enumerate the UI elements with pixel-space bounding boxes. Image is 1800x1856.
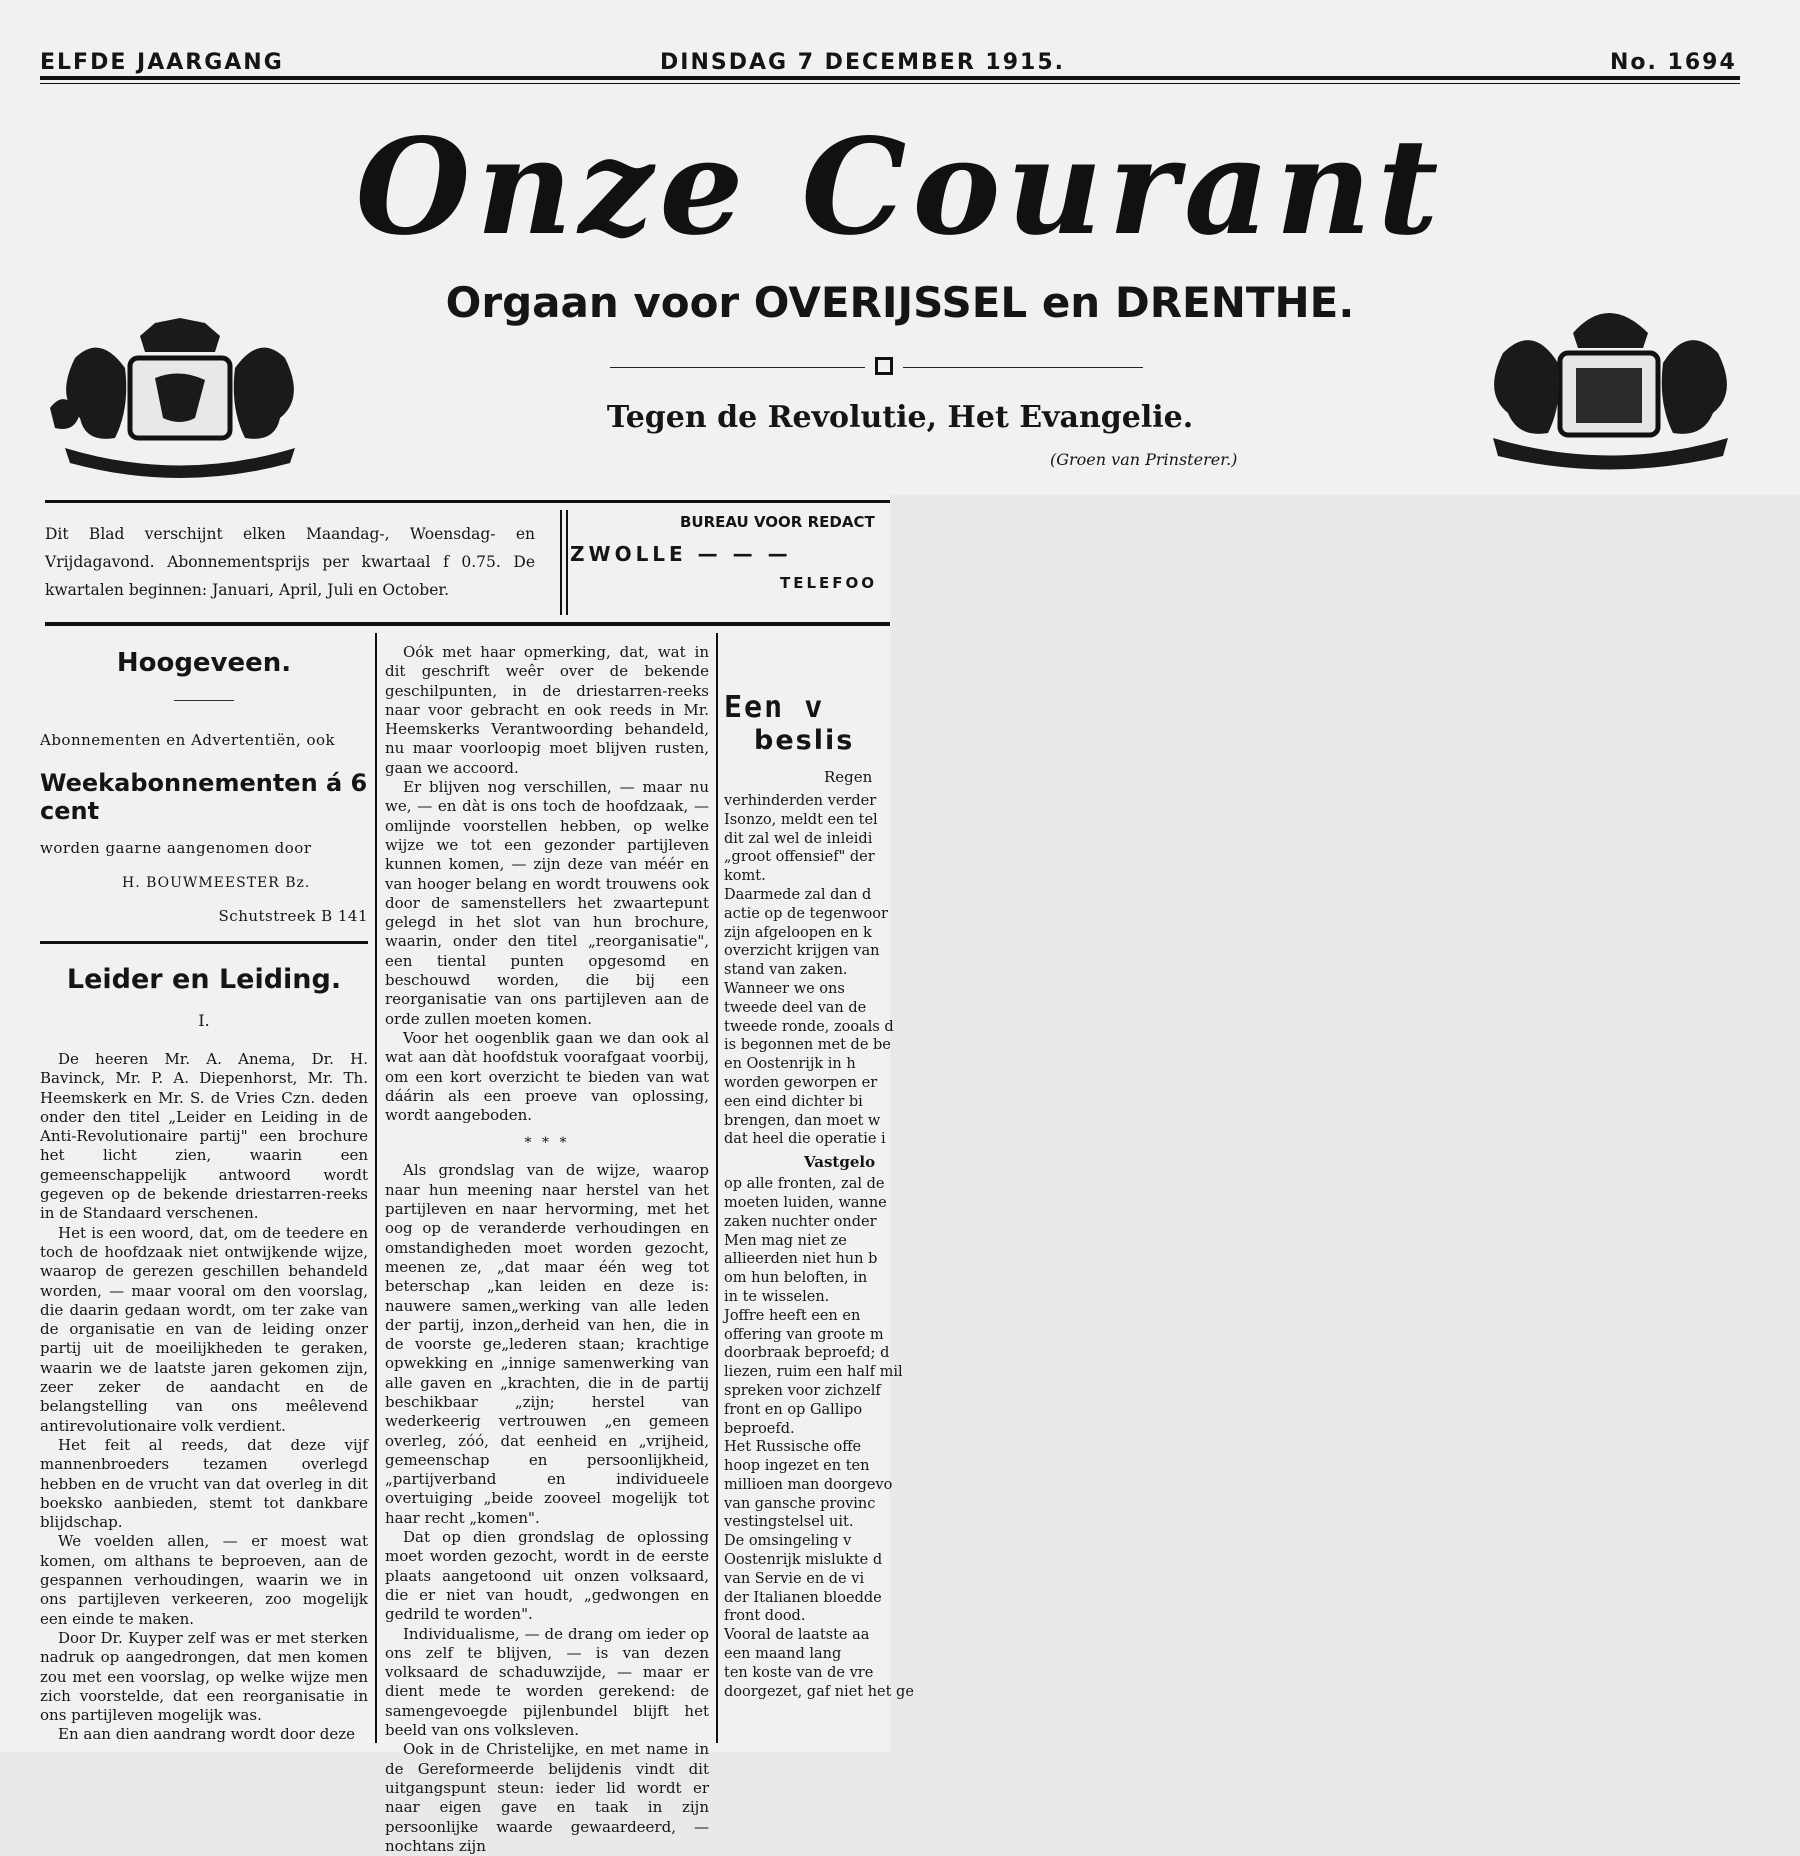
article-3-line: en Oostenrijk in h xyxy=(724,1056,856,1073)
article-2-paragraph: Oók met haar opmerking, dat, wat in dit geschrift weêr over de bekende geschilpunten, in de driestarren-reeks naar voor gebracht en ook reeds in Mr. Heemskerks Verantwoording behandeld, nu maar voorloopig moet blijven rusten, gaan we accoord. xyxy=(385,643,709,777)
article-3-line: in te wisselen. xyxy=(724,1288,830,1305)
article-1-paragraph: En aan dien aandrang wordt door deze xyxy=(58,1725,355,1744)
article-3-lines-b xyxy=(724,1175,914,1701)
advert-bottom-rule xyxy=(40,941,368,944)
article-3-line: moeten luiden, wanne xyxy=(724,1194,887,1211)
article-1-part: I. xyxy=(198,1011,210,1030)
article-3-line: vestingstelsel uit. xyxy=(724,1514,854,1531)
issue-date: DINSDAG 7 DECEMBER 1915. xyxy=(660,50,1066,75)
article-3-line: van Servie en de vi xyxy=(724,1570,865,1587)
article-2-paragraph: Als grondslag van de wijze, waarop naar hun meening naar herstel van het partijleven en naar hervorming, met het oog op de veranderde verhoudingen en omstandigheden moet worden gezocht, meenen ze, „dat maar één weg tot beterschap „kan leiden en deze is: nauwere samen„werking van alle leden der partij, inzon„derheid van hen, die in de voorste ge„lederen staan; krachtige opwekking en „innige samenwerking van alle gaven en „krachten, die in de partij beschikbaar „zijn; herstel van wederkeerig vertrouwen „en gemeen overleg, zóó, dat eenheid en „vrijheid, gemeenschap en persoonlijkheid, „partijverband en individueele overtuiging „beide zooveel mogelijk tot haar recht „komen". xyxy=(385,1161,709,1527)
article-3-title-line-1: Een v xyxy=(724,690,825,725)
article-3-line: komt. xyxy=(724,868,766,885)
dateline-rule xyxy=(40,76,1740,80)
article-2-paragraph: Dat op dien grondslag de oplossing moet worden gezocht, wordt in de eerste plaats aangetoond uit onzen volksaard, die er niet van houdt, „gedwongen en gedrild te worden". xyxy=(385,1528,709,1624)
article-3-line: overzicht krijgen van xyxy=(724,943,880,960)
article-3-line: om hun beloften, in xyxy=(724,1270,868,1287)
article-3-line: spreken voor zichzelf xyxy=(724,1382,881,1399)
dateline-rule-thin xyxy=(40,83,1740,84)
article-3-line: De omsingeling v xyxy=(724,1533,852,1550)
article-3-line: Vooral de laatste aa xyxy=(724,1627,870,1644)
article-3-line: beproefd. xyxy=(724,1420,795,1437)
bureau-info xyxy=(570,510,890,592)
advert-address: Schutstreek B 141 xyxy=(218,907,368,925)
ornament-rule-left xyxy=(610,367,865,368)
masthead-subtitle: Orgaan voor OVERIJSSEL en DRENTHE. xyxy=(445,278,1355,327)
article-3-line: der Italianen bloedde xyxy=(724,1589,882,1606)
column-divider-2 xyxy=(716,633,718,1743)
article-3-line: doorgezet, gaf niet het ge xyxy=(724,1683,914,1700)
column-divider-1 xyxy=(375,633,377,1743)
article-3-line: een eind dichter bi xyxy=(724,1093,863,1110)
article-3-line: allieerden niet hun b xyxy=(724,1251,878,1268)
article-2-paragraph: Ook in de Christelijke, en met name in de Gereformeerde belijdenis vindt dit uitgangspunt steun: ieder lid wordt er naar eigen gave en taak in zijn persoonlijke waarde gewaardeerd, — nochtans zijn xyxy=(385,1740,709,1855)
article-3-line: tweede ronde, zooals d xyxy=(724,1018,894,1035)
article-3-line: dat heel die operatie i xyxy=(724,1131,886,1148)
article-3-line: Men mag niet ze xyxy=(724,1232,847,1249)
article-3-line: is begonnen met de be xyxy=(724,1037,891,1054)
article-1-paragraph: Het feit al reeds, dat deze vijf mannenbroeders tezamen overlegd hebben en de vrucht van dat overleg in dit boeksko aanbieden, stemt tot dankbare blijdschap. xyxy=(40,1435,368,1532)
article-3-line: stand van zaken. xyxy=(724,962,848,979)
advert-short-rule xyxy=(174,700,234,701)
advert-town: Hoogeveen. xyxy=(116,648,292,678)
article-3-line: zijn afgeloopen en k xyxy=(724,924,872,941)
article-3-line: hoop ingezet en ten xyxy=(724,1458,870,1475)
article-1-paragraph: We voelden allen, — er moest wat komen, om althans te beproeven, aan de gespannen verhoudingen, waarin we in ons partijleven verkeeren, zoo mogelijk een einde te maken. xyxy=(40,1532,368,1628)
article-2-paragraph: Individualisme, — de drang om ieder op ons zelf te blijven, — is van dezen volksaard de schaduwzijde, — maar er dient mede te worden gerekend: de samengevoegde pijlenbundel blijft het beeld van ons volksleven. xyxy=(385,1624,709,1740)
masthead-motto: Tegen de Revolutie, Het Evangelie. xyxy=(606,400,1194,435)
article-1-paragraph: De heeren Mr. A. Anema, Dr. H. Bavinck, Mr. P. A. Diepenhorst, Mr. Th. Heemskerk en Mr. S. de Vries Czn. deden onder den titel „Leider en Leiding in de Anti-Revolutionaire partij" een brochure het licht zien, waarin een gemeenschappelijk antwoord wordt gegeven op de bekende driestarren-reeks in de Standaard verschenen. xyxy=(40,1050,368,1223)
article-2-paragraph: Er blijven nog verschillen, — maar nu we, — en dàt is ons toch de hoofdzaak, — omlijnde voorstellen hebben, op welke wijze we tot een gezonder partijleven kunnen komen, — zijn deze van méér en van hooger belang en wordt trouwens ook door de samenstellers het zwaartepunt gelegd in het slot van hun brochure, waarin, onder den titel „reorganisatie", een tiental punten opgesomd en beschouwd worden, die bij een reorganisatie van ons partijleven aan de orde zullen moeten komen. xyxy=(385,778,709,1028)
article-2-paragraph: Voor het oogenblik gaan we dan ook al wat aan dàt hoofdstuk voorafgaat voorbij, om een kort overzicht te bieden van wat dáárin als een proeve van oplossing, wordt aangeboden. xyxy=(385,1028,709,1125)
article-3-line: brengen, dan moet w xyxy=(724,1112,881,1129)
article-3-line: verhinderden verder xyxy=(724,793,877,809)
article-3-line: worden geworpen er xyxy=(724,1074,878,1091)
advert-name: H. BOUWMEESTER Bz. xyxy=(122,875,311,891)
article-3-line: front en op Gallipo xyxy=(724,1401,863,1418)
article-3-line: dit zal wel de inleidi xyxy=(724,830,873,847)
bureau-phone: TELEFOO xyxy=(780,574,878,592)
ornament-icon xyxy=(875,357,893,375)
column-2 xyxy=(385,643,709,1855)
article-3-line: Isonzo, meldt een tel xyxy=(724,811,878,828)
article-3-line: Daarmede zal dan d xyxy=(724,886,872,903)
info-bottom-rule xyxy=(45,622,890,626)
article-3-line: Joffre heeft een en xyxy=(724,1307,861,1324)
article-3-line: actie op de tegenwoor xyxy=(724,905,888,922)
bureau-city: ZWOLLE — — — xyxy=(570,542,792,566)
article-3-title-line-2: beslis xyxy=(754,725,855,756)
ornament-rule-right xyxy=(903,367,1143,368)
article-1-title: Leider en Leiding. xyxy=(66,964,342,995)
article-2-separator: * * * xyxy=(524,1135,570,1152)
publication-info: Dit Blad verschijnt elken Maandag-, Woensdag- en Vrijdagavond. Abonnementsprijs per kwartaal f 0.75. De kwartalen beginnen: Januari, April, Juli en October. xyxy=(45,525,535,599)
masthead-title: Onze Courant xyxy=(355,110,1445,265)
motto-attribution: (Groen van Prinsterer.) xyxy=(1050,450,1238,469)
article-3-line: van gansche provinc xyxy=(724,1495,876,1512)
article-3-line: Het Russische offe xyxy=(724,1439,862,1456)
article-3-line: offering van groote m xyxy=(724,1326,884,1343)
column-3 xyxy=(724,690,914,1745)
article-3-subhead-1: Regen xyxy=(824,768,873,786)
coat-of-arms-left-icon xyxy=(45,318,315,470)
article-3-line: millioen man doorgevo xyxy=(724,1476,893,1493)
article-3-line: front dood. xyxy=(724,1608,806,1625)
volume-label: ELFDE JAARGANG xyxy=(40,50,284,75)
coat-of-arms-right-icon xyxy=(1478,298,1743,466)
bureau-label: BUREAU VOOR REDACT xyxy=(680,513,875,531)
article-1-body xyxy=(40,1050,368,1745)
article-3-line: een maand lang xyxy=(724,1646,842,1663)
article-3-line: ten koste van de vre xyxy=(724,1664,874,1681)
article-3-line: Oostenrijk mislukte d xyxy=(724,1552,883,1569)
info-divider-2 xyxy=(566,510,568,615)
article-1-paragraph: Het is een woord, dat, om de teedere en toch de hoofdzaak niet ontwijkende wijze, waarop de gerezen geschillen behandeld worden, — maar vooral om den voorslag, die daarin gedaan wordt, om ter zake van de organisatie en van de leiding onzer partij uit de moeilijkheden te geraken, waarin we de laatste jaren gekomen zijn, zeer zeker de aandacht en de belangstelling van ons meêlevend antirevolutionaire volk verdient. xyxy=(40,1223,368,1435)
article-3-subhead-2: Vastgelo xyxy=(804,1153,876,1172)
issue-number: No. 1694 xyxy=(1610,50,1737,75)
article-3-line: liezen, ruim een half mil xyxy=(724,1364,903,1381)
article-3-line: tweede deel van de xyxy=(724,999,867,1016)
info-divider-1 xyxy=(560,510,562,615)
article-3-line: Wanneer we ons xyxy=(724,980,845,997)
article-1-paragraph: Door Dr. Kuyper zelf was er met sterken nadruk op aangedrongen, dat men komen zou met een voorslag, op welke wijze men zich voorstelde, dat een reorganisatie in ons partijleven mogelijk was. xyxy=(40,1628,368,1725)
article-3-line: zaken nuchter onder xyxy=(724,1213,877,1230)
column-1 xyxy=(40,640,368,1745)
article-3-line: „groot offensief" der xyxy=(724,849,875,866)
article-3-line: doorbraak beproefd; d xyxy=(724,1345,890,1362)
article-3-line: op alle fronten, zal de xyxy=(724,1176,885,1193)
article-3-lines-a xyxy=(724,792,894,1149)
advert-line-2: Weekabonnementen á 6 cent xyxy=(40,769,368,825)
info-top-rule xyxy=(45,500,890,503)
advert-line-3: worden gaarne aangenomen door xyxy=(40,839,312,857)
advert-line-1: Abonnementen en Advertentiën, ook xyxy=(40,731,336,749)
